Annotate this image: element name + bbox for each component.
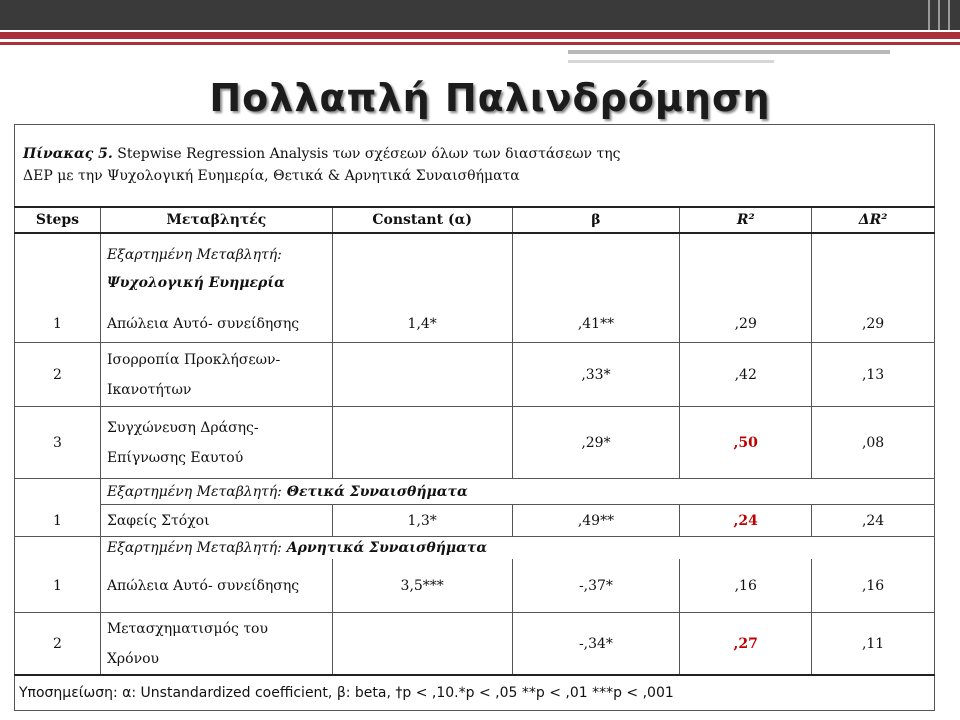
cell-beta: ,41** xyxy=(512,305,680,343)
cell-r2: ,50 xyxy=(680,407,812,479)
red-accent-bar xyxy=(0,32,960,39)
table-row xyxy=(15,613,935,675)
table-row xyxy=(15,505,935,537)
cell-step: 1 xyxy=(15,559,101,613)
decor-line xyxy=(928,0,930,30)
cell-constant: 3,5*** xyxy=(332,559,512,613)
top-dark-band xyxy=(0,0,960,30)
cell-r2: ,16 xyxy=(680,559,812,613)
decor-line xyxy=(948,0,950,30)
slide-title: Πολλαπλή Παλινδρόμηση xyxy=(209,76,771,120)
cell-step: 3 xyxy=(15,407,101,479)
caption-line1: Stepwise Regression Analysis των σχέσεων όλων των διαστάσεων της xyxy=(112,146,621,163)
cell-var: Απώλεια Αυτό- συνείδησης xyxy=(100,305,332,343)
cell-step: 2 xyxy=(15,613,101,675)
cell-var-cont: Επίγνωσης Εαυτού xyxy=(106,449,244,466)
section-name: Ψυχολογική Ευημερία xyxy=(106,275,285,292)
decor-line xyxy=(938,0,940,30)
table-row xyxy=(15,559,935,613)
section-label: Εξαρτημένη Μεταβλητή: xyxy=(106,540,282,557)
table-caption-row xyxy=(15,125,935,207)
cell-beta: ,29* xyxy=(512,407,680,479)
cell-dr2: ,11 xyxy=(812,613,935,675)
cell-step: 1 xyxy=(15,505,101,537)
header-beta: β xyxy=(512,207,680,233)
cell-step: 2 xyxy=(15,343,101,407)
table-caption xyxy=(15,125,935,207)
cell-dr2: ,29 xyxy=(812,305,935,343)
cell-var: Σαφείς Στόχοι xyxy=(100,505,332,537)
cell-r2: ,42 xyxy=(680,343,812,407)
cell-constant: 1,3* xyxy=(332,505,512,537)
cell-constant: 1,4* xyxy=(332,305,512,343)
cell-var: Συγχώνευση Δράσης- xyxy=(106,419,259,436)
section-label: Εξαρτημένη Μεταβλητή: xyxy=(106,247,282,264)
footnote: Υποσημείωση: α: Unstandardized coefficient, β: beta, †p < ,10.*p < ,05 **p < ,01 ***p < ,001 xyxy=(15,675,935,711)
cell-var: Απώλεια Αυτό- συνείδησης xyxy=(100,559,332,613)
cell-beta: -,37* xyxy=(512,559,680,613)
cell-var: Ισορροπία Προκλήσεων- xyxy=(106,351,281,368)
section-row xyxy=(15,479,935,505)
cell-r2: ,29 xyxy=(680,305,812,343)
cell-constant xyxy=(332,407,512,479)
section-label: Εξαρτημένη Μεταβλητή: xyxy=(106,483,282,500)
section-name: Θετικά Συναισθήματα xyxy=(281,483,468,500)
cell-var-cont: Ικανοτήτων xyxy=(106,381,192,398)
caption-line2: ΔΕΡ με την Ψυχολογική Ευημερία, Θετικά & Αρνητικά Συναισθήματα xyxy=(23,168,520,185)
section-row xyxy=(15,233,935,305)
table-row xyxy=(15,407,935,479)
header-constant: Constant (α) xyxy=(332,207,512,233)
cell-r2: ,27 xyxy=(680,613,812,675)
header-row xyxy=(15,207,935,233)
header-dr2: ΔR² xyxy=(812,207,935,233)
cell-beta: ,49** xyxy=(512,505,680,537)
table-row xyxy=(15,343,935,407)
footnote-row xyxy=(15,675,935,711)
caption-label: Πίνακας 5. xyxy=(23,146,113,163)
cell-r2: ,24 xyxy=(680,505,812,537)
cell-var-cont: Χρόνου xyxy=(106,650,160,667)
regression-table xyxy=(14,124,935,711)
section-name: Αρνητικά Συναισθήματα xyxy=(281,540,488,557)
cell-dr2: ,08 xyxy=(812,407,935,479)
header-steps: Steps xyxy=(15,207,101,233)
cell-step: 1 xyxy=(15,305,101,343)
cell-beta: ,33* xyxy=(512,343,680,407)
header-r2: R² xyxy=(680,207,812,233)
cell-constant xyxy=(332,343,512,407)
table-row xyxy=(15,305,935,343)
section-row xyxy=(15,537,935,559)
cell-dr2: ,16 xyxy=(812,559,935,613)
cell-dr2: ,24 xyxy=(812,505,935,537)
cell-var: Μετασχηματισμός του xyxy=(106,620,268,637)
grey-accent-bar-short xyxy=(568,60,774,63)
cell-constant xyxy=(332,613,512,675)
header-vars: Μεταβλητές xyxy=(100,207,332,233)
red-accent-line xyxy=(0,42,960,45)
cell-dr2: ,13 xyxy=(812,343,935,407)
grey-accent-bar xyxy=(568,50,890,54)
cell-beta: -,34* xyxy=(512,613,680,675)
